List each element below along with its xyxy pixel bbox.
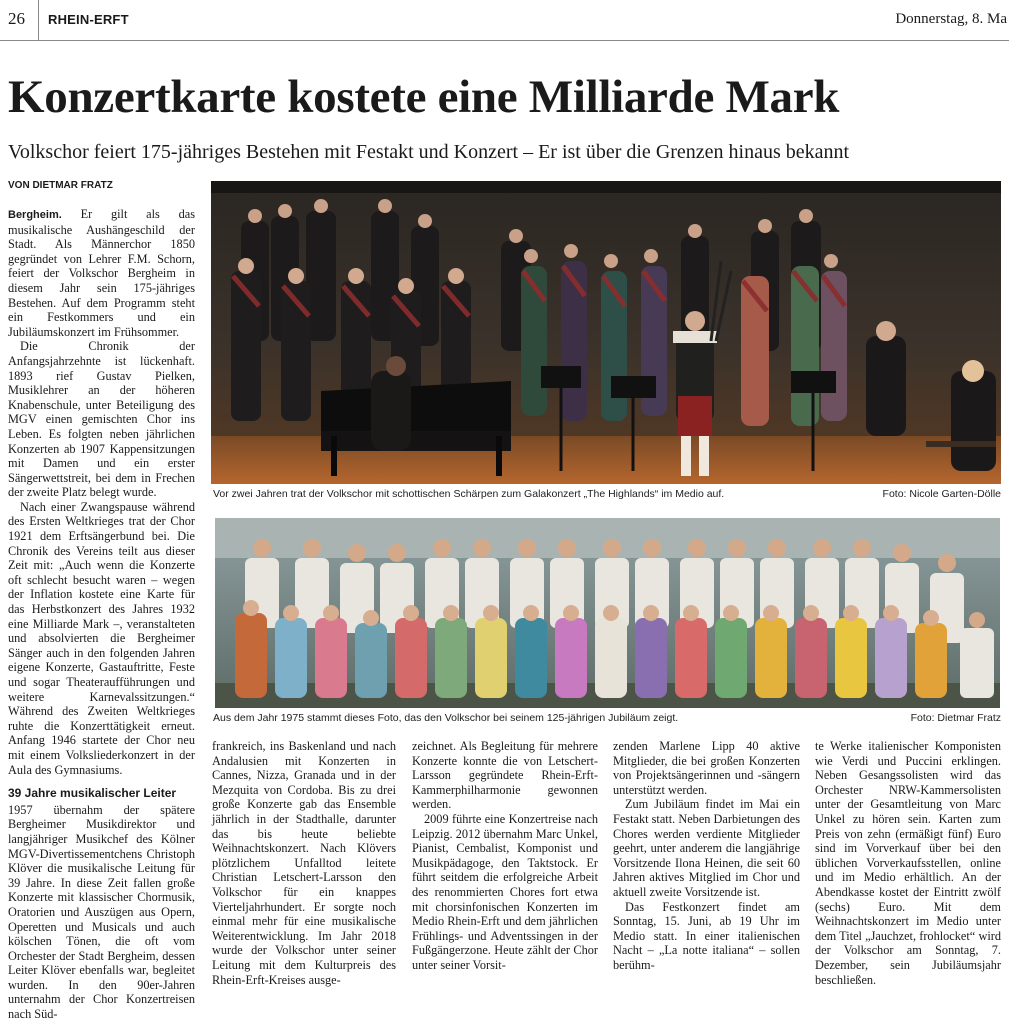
header-divider	[38, 0, 39, 40]
paragraph: Zum Jubiläum findet im Mai ein Festakt statt. Neben Darbietungen des Chores werden verdiente Mitglieder geehrt, unter anderem die langjährige Vorsitzende Ilona Heinen, die seit 60 Jahren aktives Mitglied im Chor und aktuell zweite Vorsitzende ist.	[613, 797, 800, 899]
location-tag: Bergheim.	[8, 209, 62, 221]
choir-1975-photo-image	[215, 518, 1000, 708]
issue-date: Donnerstag, 8. Ma	[895, 11, 1007, 27]
subheadline: Volkschor feiert 175-jähriges Bestehen mit Festakt und Konzert – Er ist über die Grenzen hinaus bekannt	[8, 141, 850, 163]
concert-photo-image	[211, 181, 1001, 484]
paragraph: zenden Marlene Lipp 40 aktive Mitglieder, die bei großen Konzerten von Projektsängerinnen und -sängern unterstützt werden.	[613, 739, 800, 797]
photo-credit: Foto: Dietmar Fratz	[910, 712, 1001, 724]
paragraph: Das Festkonzert findet am Sonntag, 15. Juni, ab 19 Uhr im Medio statt. In einer italienischen Nacht – „La notte italiana“ – sollen berühm-	[613, 899, 800, 972]
photo-caption: Aus dem Jahr 1975 stammt dieses Foto, das den Volkschor bei seinem 125-jährigen Jubiläum zeigt.	[213, 712, 679, 724]
paragraph	[8, 207, 195, 339]
paragraph-text: Er gilt als das musikalische Aushängeschild der Stadt. Als Männerchor 1850 gegründet von Lehrer F.M. Schorn, feiert der Volkschor Bergheim in diesem Jahr sein 175-jähriges Bestehen. Auf dem Programm steht ein Festkommers und ein Jubiläumskonzert im Frühsommer.	[8, 207, 196, 339]
text-column-5	[815, 739, 1001, 987]
text-column-4	[613, 739, 800, 973]
paragraph: zeichnet. Als Begleitung für mehrere Konzerte konnte die von Letschert-Larsson gegründete Rhein-Erft-Kammerphilharmonie gewonnen werden.	[412, 739, 598, 812]
paragraph: Die Chronik der Anfangsjahrzehnte ist lückenhaft. 1893 rief Gustav Pielken, Musiklehrer an der höheren Knabenschule, unter Beteiligung des MGV einen gemischten Chor ins Leben. Es folgten neben jährlichen Konzerten ab 1907 Kappensitzungen mit Damen und ein erster Sängerwettstreit, bei dem in Frechen der zweite Platz belegt wurde.	[8, 339, 195, 500]
paragraph: 2009 führte eine Konzertreise nach Leipzig. 2012 übernahm Marc Unkel, Pianist, Cembalist, Komponist und Musikpädagoge, den Taktstock. Er führt seitdem die erfolgreiche Arbeit des renommierten Chores fort etwa mit chorsinfonischen Konzerten im Medio Rhein-Erft und dem jährlichen Frühlings- und Adventssingen in der Fußgängerzone. Heute zählt der Chor unter seiner Vorsit-	[412, 811, 598, 972]
concert-photo	[211, 181, 1001, 484]
text-column-2	[212, 739, 396, 987]
photo-credit: Foto: Nicole Garten-Dölle	[882, 488, 1001, 500]
byline: VON DIETMAR FRATZ	[8, 180, 113, 191]
paragraph: frankreich, ins Baskenland und nach Andalusien mit Konzerten in Cannes, Nizza, Granada und in der Mezquita von Cordoba. Bis zu drei große Konzerte gab das Ensemble jährlich in der Stadthalle, darunter das bis heute beliebte Weihnachtskonzert. Nach Klövers plötzlichem Unfalltod leitete Christian Letschert-Larsson den Volkschor für ein knappes Vierteljahrhundert. Er sorgte noch einmal mehr für eine musikalische Weiterentwicklung. Im Jahr 2018 wurde der Volkschor unter seiner Leitung mit dem Kulturpreis des Rhein-Erft-Kreises ausge-	[212, 739, 396, 987]
headline: Konzertkarte kostete eine Milliarde Mark	[8, 71, 840, 123]
paragraph: 1957 übernahm der spätere Bergheimer Musikdirektor und langjähriger Musikchef des Kölner MGV-Divertissementchens Christoph Klöver die musikalische Leitung für 39 Jahre. In diese Zeit fallen große Konzerte mit klassischer Chormusik, Oratorien und Auszügen aus Opern, Operetten und Musicals und auch kölschen Tönen, die oft vom Orchester der Stadt Bergheim, dessen Leiter Klöver ebenfalls war, begleitet wurden. In den 90er-Jahren unternahm der Chor Konzertreisen nach Süd-	[8, 802, 195, 1022]
page-number: 26	[8, 9, 25, 28]
section-name: RHEIN-ERFT	[48, 12, 129, 27]
page-header	[0, 0, 1009, 41]
text-column-3	[412, 739, 598, 973]
photo-caption: Vor zwei Jahren trat der Volkschor mit schottischen Schärpen zum Galakonzert „The Highlands“ im Medio auf.	[213, 488, 725, 500]
text-column-1	[8, 207, 196, 1022]
choir-1975-photo	[215, 518, 1000, 708]
subheading: 39 Jahre musikalischer Leiter	[8, 786, 177, 801]
paragraph: te Werke italienischer Komponisten wie Verdi und Puccini erklingen. Neben Gesangssolisten wird das Orchester NRW-Kammersolisten unter der Gesamtleitung von Marc Unkel zu hören sein. Karten zum Preis von zehn (ermäßigt fünf) Euro sind im Vorverkauf über bei den üblichen Vorverkaufsstellen, online und im Medio erhältlich. An der Abendkasse kostet der Eintritt zwölf (sechs) Euro. Mit dem Weihnachtskonzert im Medio unter dem Titel „Jauchzet, frohlocket“ wird der Volkschor am Sonntag, 7. Dezember, sein Jubiläumsjahr beschließen.	[815, 739, 1001, 987]
paragraph: Nach einer Zwangspause während des Ersten Weltkrieges trat der Chor 1921 dem Erftsängerbund bei. Die Chronik des Vereins teilt aus dieser Zeit mit: „Auch wenn die Konzerte oft schlecht besucht waren – wegen der Inflation kostete eine Karte für das Herbstkonzert des Jahres 1932 eine Milliarde Mark –, veranstalteten und absolvierten die Bergheimer Sänger auch in den folgenden Jahren eigene Konzerte, Gastauftritte, Feste und sogar Theateraufführungen und weitere Karnevalssitzungen.“ Während des Zweiten Weltkrieges ruhte die Konzerttätigkeit erneut. Anfang 1946 startete der Chor neu mit einem Volksliederkonzert in der Aula des Gymnasiums.	[8, 499, 195, 777]
